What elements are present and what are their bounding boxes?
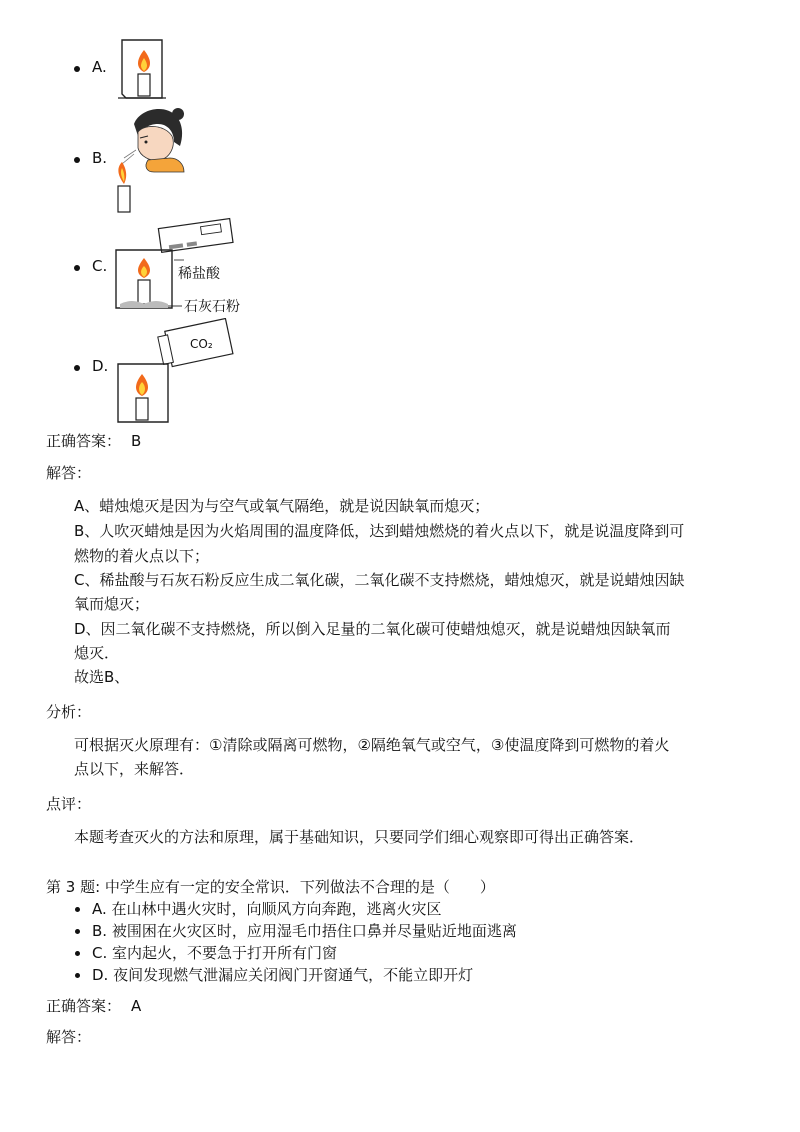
- q2-explain-line-2: B、人吹灭蜡烛是因为火焰周围的温度降低，达到蜡烛燃烧的着火点以下，就是说温度降到可: [74, 522, 685, 540]
- q2-explain-line-8: 故选B、: [74, 668, 130, 686]
- q2-explain-line-6: D、因二氧化碳不支持燃烧，所以倒入足量的二氧化碳可使蜡烛熄灭，就是说蜡烛因缺氧而: [74, 620, 671, 638]
- q3-answer-label: 正确答案： A: [46, 997, 142, 1015]
- q3-option-a[interactable]: A. 在山林中遇火灾时，向顺风方向奔跑，逃离火灾区: [92, 900, 442, 918]
- option-d-bullet: [74, 365, 80, 371]
- q2-analysis-label: 分析：: [46, 703, 92, 721]
- option-c-label[interactable]: C.: [92, 257, 108, 275]
- q3-answer-value: A: [131, 997, 142, 1015]
- option-b-bullet: [74, 157, 80, 163]
- option-a-bullet: [74, 66, 80, 72]
- q3-option-d[interactable]: D. 夜间发现燃气泄漏应关闭阀门开窗通气，不能立即开灯: [92, 966, 474, 984]
- q2-analysis-line-1: 可根据灭火原理有：①清除或隔离可燃物，②隔绝氧气或空气，③使温度降到可燃物的着火: [74, 736, 670, 754]
- q3-option-c-bullet: [75, 951, 80, 956]
- q2-answer-label: 正确答案： B: [46, 432, 142, 450]
- q2-explain-line-7: 熄灭．: [74, 644, 120, 662]
- q3-option-c[interactable]: C. 室内起火，不要急于打开所有门窗: [92, 944, 338, 962]
- q3-option-b-bullet: [75, 929, 80, 934]
- option-c-bullet: [74, 265, 80, 271]
- figure-d-co2-label: CO₂: [190, 337, 213, 351]
- q3-explain-label: 解答：: [46, 1028, 92, 1046]
- q2-explain-line-4: C、稀盐酸与石灰石粉反应生成二氧化碳，二氧化碳不支持燃烧，蜡烛熄灭，就是说蜡烛因缺: [74, 571, 685, 589]
- q3-title: 第 3 题: 中学生应有一定的安全常识．下列做法不合理的是（ ）: [46, 878, 495, 896]
- q2-explain-line-3: 燃物的着火点以下；: [74, 547, 210, 565]
- option-b-label[interactable]: B.: [92, 149, 108, 167]
- q2-explain-line-1: A、蜡烛熄灭是因为与空气或氧气隔绝，就是说因缺氧而熄灭；: [74, 497, 490, 515]
- figure-c-powder-label: 石灰石粉: [184, 299, 240, 315]
- q3-option-a-bullet: [75, 907, 80, 912]
- option-a-label[interactable]: A.: [92, 58, 107, 76]
- q2-explain-label: 解答：: [46, 464, 92, 482]
- q2-explain-line-5: 氧而熄灭；: [74, 595, 150, 613]
- figure-c-acid-limestone-candle: [112, 214, 252, 320]
- q2-answer-value: B: [131, 432, 142, 450]
- figure-d-co2-pour-candle: [112, 318, 242, 424]
- q2-comment-label: 点评：: [46, 795, 92, 813]
- figure-c-acid-label: 稀盐酸: [178, 266, 220, 282]
- option-d-label[interactable]: D.: [92, 357, 109, 375]
- figure-b-person-blowing-candle: [104, 102, 194, 220]
- q3-option-b[interactable]: B. 被围困在火灾区时，应用湿毛巾捂住口鼻并尽量贴近地面逃离: [92, 922, 517, 940]
- q2-analysis-line-2: 点以下，来解答．: [74, 760, 195, 778]
- figure-a-covered-candle: [112, 38, 172, 104]
- q3-option-d-bullet: [75, 973, 80, 978]
- q2-comment-line: 本题考查灭火的方法和原理，属于基础知识，只要同学们细心观察即可得出正确答案．: [74, 828, 645, 846]
